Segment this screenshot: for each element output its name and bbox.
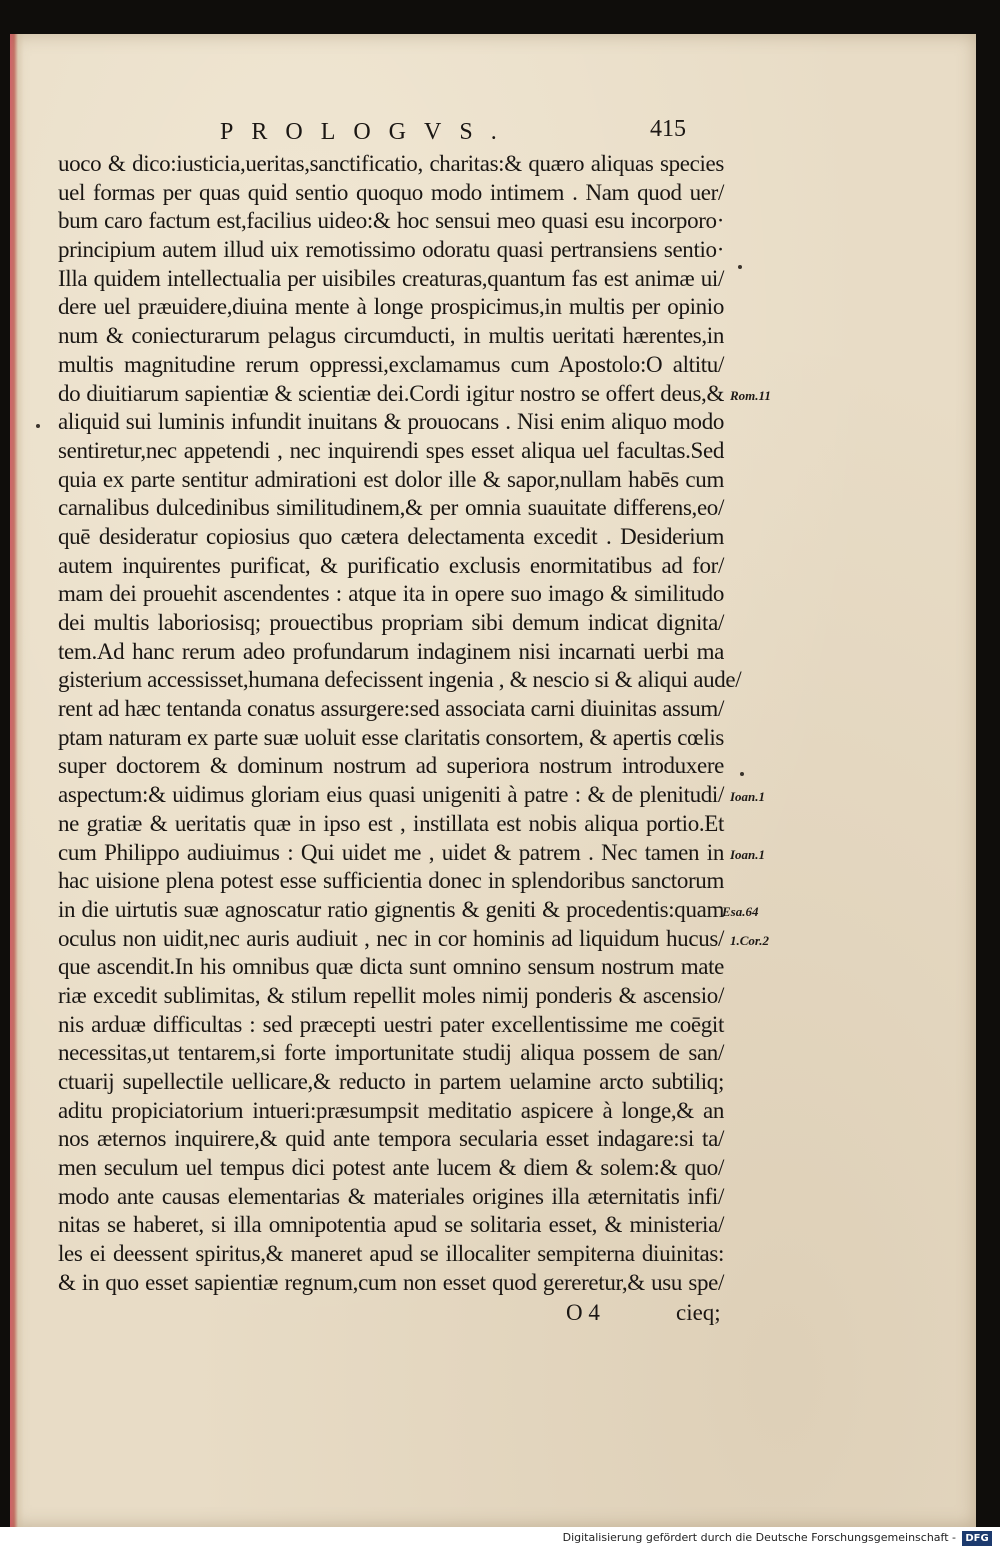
text-line: ne gratiæ & ueritatis quæ in ipso est , instillata est nobis aliqua portio.Et bbox=[58, 810, 724, 836]
text-line: principium autem illud uix remotissimo odoratu quasi pertransiens sentio· bbox=[58, 237, 724, 263]
text-line: sentiretur,nec appetendi , nec inquirendi spes esset aliqua uel facultas.Sed bbox=[58, 437, 724, 463]
text-line: do diuitiarum sapientiæ & scientiæ dei.Cordi igitur nostro se offert deus,& bbox=[58, 380, 724, 406]
text-line: mam dei prouehit ascendentes : atque ita in opere suo imago & similitudo bbox=[58, 581, 724, 607]
text-line: in die uirtutis suæ agnoscatur ratio gignentis & geniti & procedentis:quam bbox=[58, 896, 724, 922]
text-line: Illa quidem intellectualia per uisibiles creaturas,quantum fas est animæ ui/ bbox=[58, 265, 724, 291]
text-line: multis magnitudine rerum oppressi,exclamamus cum Apostolo:O altitu/ bbox=[58, 351, 724, 377]
text-line: aditu propiciatorium intueri:præsumpsit meditatio aspicere à longe,& an bbox=[58, 1097, 724, 1123]
text-line: que ascendit.In his omnibus quæ dicta sunt omnino sensum nostrum mate bbox=[58, 954, 724, 980]
text-line: les ei deessent spiritus,& maneret apud se illocaliter sempiterna diuinitas: bbox=[58, 1241, 724, 1267]
text-line: quē desideratur copiosius quo cætera delectamenta excedit . Desiderium bbox=[58, 523, 724, 549]
text-line: dei multis laboriosisq; prouectibus propriam sibi demum indicat dignita/ bbox=[58, 610, 724, 635]
margin-note: Ioan.1 bbox=[730, 789, 766, 805]
folio-number: 415 bbox=[650, 116, 686, 142]
margin-dot bbox=[36, 424, 40, 428]
dfg-logo: DFG bbox=[962, 1531, 992, 1546]
text-line: hac uisione plena potest esse sufficientia donec in splendoribus sanctorum bbox=[58, 868, 724, 894]
text-line: rent ad hæc tentanda conatus assurgere:sed associata carni diuinitas assum/ bbox=[58, 696, 724, 722]
text-line: dere uel præuidere,diuina mente à longe prospicimus,in multis per opinio bbox=[58, 294, 724, 320]
text-line: nitas se haberet, si illa omnipotentia apud se solitaria esset, & ministeria/ bbox=[58, 1212, 724, 1238]
margin-note: 1.Cor.2 bbox=[730, 932, 770, 948]
signature-mark: O 4 bbox=[566, 1300, 600, 1325]
catchword: cieq; bbox=[676, 1300, 721, 1325]
text-line: nis arduæ difficultas : sed præcepti uestri pater excellentissime me coēgit bbox=[58, 1011, 724, 1037]
running-head: PROLOGVS. bbox=[220, 119, 515, 145]
text-line: autem inquirentes purificat, & purificatio exclusis enormitatibus ad for/ bbox=[58, 552, 724, 578]
text-line: gisterium accessisset,humana defecissent ingenia , & nescio si & aliqui aude/ bbox=[58, 667, 742, 693]
margin-note: Esa.64 bbox=[722, 904, 759, 920]
text-line: riæ excedit sublimitas, & stilum repellit moles nimij ponderis & ascensio/ bbox=[58, 982, 724, 1008]
text-line: necessitas,ut tentarem,si forte importunitate studij aliqua possem de san/ bbox=[58, 1040, 724, 1066]
text-line: super doctorem & dominum nostrum ad superiora nostrum introduxere bbox=[58, 753, 724, 779]
margin-note: Ioan.1 bbox=[730, 846, 766, 862]
text-line: tem.Ad hanc rerum adeo profundarum indaginem nisi incarnati uerbi ma bbox=[58, 638, 724, 664]
text-line: num & coniecturarum pelagus circumducti, in multis ueritati hærentes,in bbox=[58, 323, 724, 349]
text-line: oculus non uidit,nec auris audiuit , nec in cor hominis ad liquidum hucus/ bbox=[58, 925, 724, 951]
text-line: ctuarij supellectile uellicare,& reducto in partem uelamine arcto subtiliq; bbox=[58, 1069, 724, 1094]
footer-credit: Digitalisierung gefördert durch die Deutsche Forschungsgemeinschaft - bbox=[562, 1531, 956, 1544]
text-line: modo ante causas elementarias & materiales origines illa æternitatis infi/ bbox=[58, 1183, 724, 1209]
text-line: quia ex parte sentitur admirationi est dolor ille & sapor,nullam habēs cum bbox=[58, 466, 724, 492]
text-line: men seculum uel tempus dici potest ante lucem & diem & solem:& quo/ bbox=[58, 1155, 724, 1181]
text-line: carnalibus dulcedinibus similitudinem,& per omnia suauitate differens,eo/ bbox=[58, 495, 724, 521]
text-line: aspectum:& uidimus gloriam eius quasi unigeniti à patre : & de plenitudi/ bbox=[58, 782, 724, 808]
text-line: aliquid sui luminis infundit inuitans & prouocans . Nisi enim aliquo modo bbox=[58, 409, 724, 435]
text-line: uoco & dico:iusticia,ueritas,sanctificatio, charitas:& quæro aliquas species bbox=[58, 151, 724, 176]
text-line: nos æternos inquirere,& quid ante tempora secularia esset indagare:si ta/ bbox=[58, 1126, 724, 1152]
text-line: cum Philippo audiuimus : Qui uidet me , uidet & patrem . Nec tamen in bbox=[58, 839, 724, 865]
page-edge bbox=[10, 34, 24, 1527]
text-line: uel formas per quas quid sentio quoquo modo intimem . Nam quod uer/ bbox=[58, 179, 724, 205]
text-line: bum caro factum est,facilius uideo:& hoc sensui meo quasi esu incorporo· bbox=[58, 208, 724, 234]
text-line: & in quo esset sapientiæ regnum,cum non esset quod gereretur,& usu spe/ bbox=[58, 1269, 724, 1295]
margin-note: Rom.11 bbox=[730, 387, 771, 403]
margin-dot bbox=[740, 772, 744, 776]
footer-bar bbox=[0, 1527, 1000, 1551]
margin-dot bbox=[738, 265, 742, 269]
catchwords-line bbox=[566, 1300, 726, 1330]
text-line: ptam naturam ex parte suæ uoluit esse claritatis consortem, & apertis cœlis bbox=[58, 724, 724, 750]
